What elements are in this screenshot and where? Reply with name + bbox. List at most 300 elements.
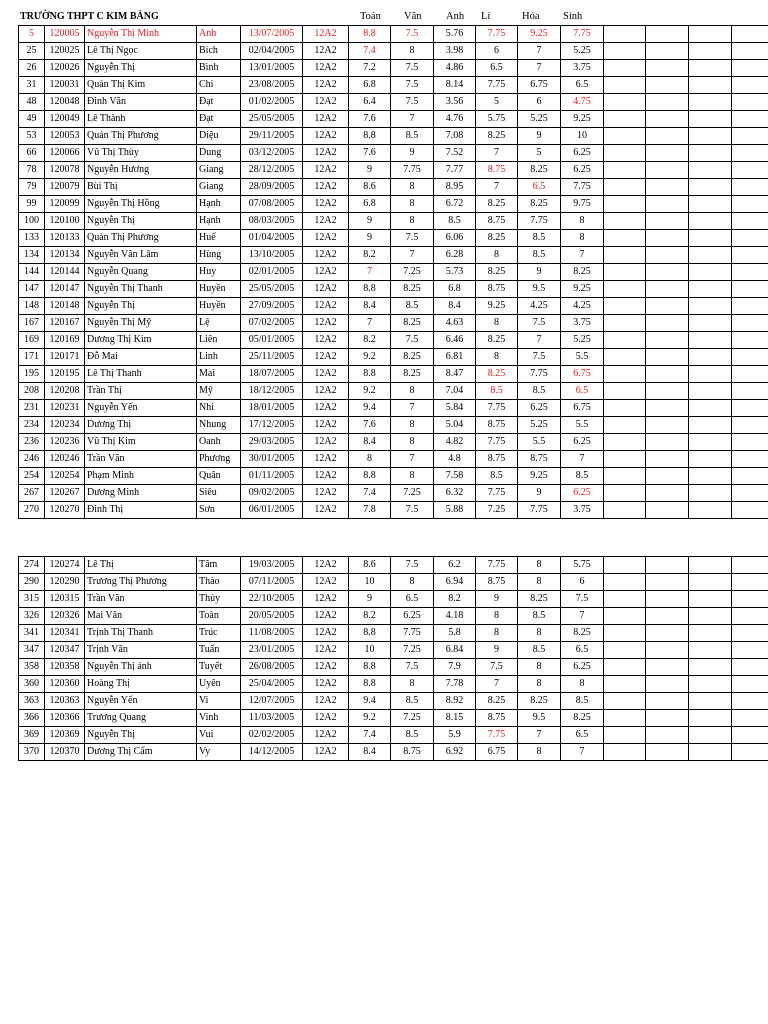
cell-ho: Nguyễn Thị Hồng bbox=[85, 196, 197, 213]
empty-cell bbox=[689, 247, 732, 264]
cell-lop: 12A2 bbox=[303, 77, 349, 94]
cell-toan: 9.4 bbox=[349, 693, 391, 710]
cell-stt: 363 bbox=[19, 693, 45, 710]
cell-anh: 8.95 bbox=[434, 179, 476, 196]
scores-table-2 bbox=[18, 556, 768, 761]
col-header-li: Lí bbox=[481, 11, 491, 22]
cell-ten: Tuấn bbox=[197, 642, 241, 659]
cell-lop: 12A2 bbox=[303, 710, 349, 727]
cell-li: 8.5 bbox=[476, 383, 518, 400]
cell-anh: 7.08 bbox=[434, 128, 476, 145]
cell-dob: 20/05/2005 bbox=[241, 608, 303, 625]
empty-cell bbox=[732, 383, 768, 400]
empty-cell bbox=[732, 196, 768, 213]
cell-stt: 234 bbox=[19, 417, 45, 434]
cell-stt: 171 bbox=[19, 349, 45, 366]
cell-van: 7.25 bbox=[391, 485, 434, 502]
table-row bbox=[19, 77, 768, 94]
cell-sinh: 5.5 bbox=[561, 349, 604, 366]
cell-toan: 10 bbox=[349, 574, 391, 591]
cell-van: 8.5 bbox=[391, 128, 434, 145]
cell-van: 7 bbox=[391, 400, 434, 417]
empty-cell bbox=[604, 196, 646, 213]
cell-sinh: 8.25 bbox=[561, 264, 604, 281]
cell-hoa: 8 bbox=[518, 557, 561, 574]
table-row bbox=[19, 676, 768, 693]
cell-li: 5 bbox=[476, 94, 518, 111]
cell-toan: 8.2 bbox=[349, 608, 391, 625]
empty-cell bbox=[689, 557, 732, 574]
table-row bbox=[19, 213, 768, 230]
cell-li: 8 bbox=[476, 608, 518, 625]
cell-lop: 12A2 bbox=[303, 366, 349, 383]
table-row bbox=[19, 94, 768, 111]
cell-stt: 274 bbox=[19, 557, 45, 574]
empty-cell bbox=[604, 625, 646, 642]
empty-cell bbox=[689, 77, 732, 94]
cell-hoa: 7.75 bbox=[518, 213, 561, 230]
cell-dob: 27/09/2005 bbox=[241, 298, 303, 315]
cell-dob: 29/11/2005 bbox=[241, 128, 303, 145]
cell-stt: 369 bbox=[19, 727, 45, 744]
cell-stt: 66 bbox=[19, 145, 45, 162]
table-row bbox=[19, 43, 768, 60]
cell-anh: 3.98 bbox=[434, 43, 476, 60]
cell-ten: Bình bbox=[197, 60, 241, 77]
empty-cell bbox=[646, 400, 689, 417]
cell-li: 9.25 bbox=[476, 298, 518, 315]
empty-cell bbox=[689, 710, 732, 727]
cell-ten: Đạt bbox=[197, 94, 241, 111]
cell-li: 7 bbox=[476, 145, 518, 162]
cell-ten: Dung bbox=[197, 145, 241, 162]
cell-stt: 254 bbox=[19, 468, 45, 485]
empty-cell bbox=[604, 94, 646, 111]
cell-toan: 9 bbox=[349, 162, 391, 179]
cell-lop: 12A2 bbox=[303, 557, 349, 574]
empty-cell bbox=[732, 625, 768, 642]
table-row bbox=[19, 128, 768, 145]
cell-van: 7.5 bbox=[391, 77, 434, 94]
cell-ho: Nguyễn Văn Lâm bbox=[85, 247, 197, 264]
cell-ho: Bùi Thị bbox=[85, 179, 197, 196]
cell-van: 7.25 bbox=[391, 264, 434, 281]
empty-cell bbox=[646, 659, 689, 676]
cell-hoa: 6.75 bbox=[518, 77, 561, 94]
cell-toan: 7.2 bbox=[349, 60, 391, 77]
cell-anh: 4.18 bbox=[434, 608, 476, 625]
empty-cell bbox=[646, 247, 689, 264]
cell-ho: Đinh Văn bbox=[85, 94, 197, 111]
cell-ten: Lệ bbox=[197, 315, 241, 332]
cell-anh: 6.84 bbox=[434, 642, 476, 659]
cell-ten: Uyên bbox=[197, 676, 241, 693]
cell-code: 120360 bbox=[45, 676, 85, 693]
cell-anh: 3.56 bbox=[434, 94, 476, 111]
cell-li: 8.25 bbox=[476, 264, 518, 281]
cell-ten: Huy bbox=[197, 264, 241, 281]
cell-van: 8.75 bbox=[391, 744, 434, 761]
table-row bbox=[19, 485, 768, 502]
empty-cell bbox=[689, 591, 732, 608]
cell-ho: Nguyễn Hương bbox=[85, 162, 197, 179]
cell-sinh: 8.5 bbox=[561, 693, 604, 710]
cell-stt: 315 bbox=[19, 591, 45, 608]
empty-cell bbox=[732, 230, 768, 247]
empty-cell bbox=[689, 179, 732, 196]
cell-hoa: 9.5 bbox=[518, 281, 561, 298]
cell-code: 120079 bbox=[45, 179, 85, 196]
cell-toan: 8.8 bbox=[349, 659, 391, 676]
cell-ho: Vũ Thị Kim bbox=[85, 434, 197, 451]
cell-code: 120290 bbox=[45, 574, 85, 591]
cell-van: 7.5 bbox=[391, 94, 434, 111]
empty-cell bbox=[646, 77, 689, 94]
cell-hoa: 8 bbox=[518, 659, 561, 676]
cell-code: 120148 bbox=[45, 298, 85, 315]
cell-toan: 7 bbox=[349, 315, 391, 332]
cell-anh: 5.04 bbox=[434, 417, 476, 434]
empty-cell bbox=[689, 349, 732, 366]
empty-cell bbox=[732, 162, 768, 179]
cell-li: 9 bbox=[476, 642, 518, 659]
cell-hoa: 4.25 bbox=[518, 298, 561, 315]
cell-stt: 53 bbox=[19, 128, 45, 145]
cell-code: 120246 bbox=[45, 451, 85, 468]
cell-li: 7.25 bbox=[476, 502, 518, 519]
cell-hoa: 7 bbox=[518, 43, 561, 60]
empty-cell bbox=[732, 693, 768, 710]
empty-cell bbox=[689, 659, 732, 676]
cell-van: 8.25 bbox=[391, 366, 434, 383]
empty-cell bbox=[604, 111, 646, 128]
cell-anh: 7.04 bbox=[434, 383, 476, 400]
scores-table-1 bbox=[18, 25, 768, 519]
empty-cell bbox=[604, 659, 646, 676]
cell-stt: 79 bbox=[19, 179, 45, 196]
cell-toan: 9.4 bbox=[349, 400, 391, 417]
cell-van: 8 bbox=[391, 574, 434, 591]
cell-dob: 30/01/2005 bbox=[241, 451, 303, 468]
cell-li: 8.75 bbox=[476, 281, 518, 298]
cell-hoa: 8 bbox=[518, 744, 561, 761]
empty-cell bbox=[732, 26, 768, 43]
empty-cell bbox=[646, 642, 689, 659]
cell-li: 8.75 bbox=[476, 574, 518, 591]
cell-dob: 06/01/2005 bbox=[241, 502, 303, 519]
table-row bbox=[19, 196, 768, 213]
cell-anh: 6.81 bbox=[434, 349, 476, 366]
cell-ten: Hạnh bbox=[197, 196, 241, 213]
cell-li: 7.75 bbox=[476, 557, 518, 574]
empty-cell bbox=[604, 676, 646, 693]
cell-code: 120358 bbox=[45, 659, 85, 676]
cell-sinh: 6.25 bbox=[561, 434, 604, 451]
cell-hoa: 8.25 bbox=[518, 162, 561, 179]
cell-anh: 6.72 bbox=[434, 196, 476, 213]
cell-hoa: 8.5 bbox=[518, 230, 561, 247]
cell-sinh: 9.75 bbox=[561, 196, 604, 213]
empty-cell bbox=[689, 26, 732, 43]
table-row bbox=[19, 451, 768, 468]
cell-lop: 12A2 bbox=[303, 451, 349, 468]
cell-anh: 6.94 bbox=[434, 574, 476, 591]
empty-cell bbox=[604, 727, 646, 744]
cell-stt: 290 bbox=[19, 574, 45, 591]
cell-ho: Trương Quang bbox=[85, 710, 197, 727]
cell-sinh: 6.5 bbox=[561, 727, 604, 744]
empty-cell bbox=[732, 400, 768, 417]
empty-cell bbox=[604, 332, 646, 349]
empty-cell bbox=[604, 434, 646, 451]
empty-cell bbox=[646, 298, 689, 315]
table-row bbox=[19, 179, 768, 196]
cell-hoa: 8.25 bbox=[518, 196, 561, 213]
cell-stt: 144 bbox=[19, 264, 45, 281]
cell-ten: Diệu bbox=[197, 128, 241, 145]
cell-van: 8 bbox=[391, 434, 434, 451]
cell-dob: 18/01/2005 bbox=[241, 400, 303, 417]
cell-van: 8.5 bbox=[391, 727, 434, 744]
cell-lop: 12A2 bbox=[303, 60, 349, 77]
empty-cell bbox=[646, 727, 689, 744]
table-row bbox=[19, 642, 768, 659]
cell-dob: 01/04/2005 bbox=[241, 230, 303, 247]
cell-sinh: 9.25 bbox=[561, 281, 604, 298]
empty-cell bbox=[732, 557, 768, 574]
cell-hoa: 6.25 bbox=[518, 400, 561, 417]
cell-anh: 7.77 bbox=[434, 162, 476, 179]
cell-toan: 7.6 bbox=[349, 417, 391, 434]
empty-cell bbox=[646, 676, 689, 693]
cell-lop: 12A2 bbox=[303, 676, 349, 693]
cell-lop: 12A2 bbox=[303, 574, 349, 591]
cell-stt: 341 bbox=[19, 625, 45, 642]
cell-li: 8.75 bbox=[476, 213, 518, 230]
cell-ho: Lê Thị Thanh bbox=[85, 366, 197, 383]
cell-anh: 4.76 bbox=[434, 111, 476, 128]
empty-cell bbox=[689, 60, 732, 77]
col-header-van: Văn bbox=[404, 11, 422, 22]
cell-van: 8 bbox=[391, 43, 434, 60]
cell-van: 7.5 bbox=[391, 502, 434, 519]
empty-cell bbox=[646, 383, 689, 400]
cell-code: 120236 bbox=[45, 434, 85, 451]
cell-ten: Thảo bbox=[197, 574, 241, 591]
cell-anh: 6.8 bbox=[434, 281, 476, 298]
empty-cell bbox=[604, 60, 646, 77]
cell-ho: Quản Thị Kim bbox=[85, 77, 197, 94]
cell-lop: 12A2 bbox=[303, 213, 349, 230]
cell-code: 120025 bbox=[45, 43, 85, 60]
empty-cell bbox=[604, 77, 646, 94]
cell-toan: 9 bbox=[349, 213, 391, 230]
cell-ten: Chi bbox=[197, 77, 241, 94]
empty-cell bbox=[646, 744, 689, 761]
cell-ho: Trần Văn bbox=[85, 451, 197, 468]
cell-stt: 134 bbox=[19, 247, 45, 264]
empty-cell bbox=[646, 557, 689, 574]
cell-van: 7.5 bbox=[391, 557, 434, 574]
cell-toan: 8.6 bbox=[349, 179, 391, 196]
empty-cell bbox=[646, 591, 689, 608]
cell-code: 120171 bbox=[45, 349, 85, 366]
cell-stt: 370 bbox=[19, 744, 45, 761]
empty-cell bbox=[646, 179, 689, 196]
cell-stt: 270 bbox=[19, 502, 45, 519]
cell-code: 120234 bbox=[45, 417, 85, 434]
cell-sinh: 5.75 bbox=[561, 557, 604, 574]
cell-stt: 208 bbox=[19, 383, 45, 400]
empty-cell bbox=[732, 468, 768, 485]
cell-stt: 195 bbox=[19, 366, 45, 383]
cell-van: 8 bbox=[391, 383, 434, 400]
cell-toan: 8.8 bbox=[349, 26, 391, 43]
empty-cell bbox=[646, 128, 689, 145]
empty-cell bbox=[604, 383, 646, 400]
cell-toan: 7.4 bbox=[349, 43, 391, 60]
cell-hoa: 9 bbox=[518, 485, 561, 502]
school-name: TRƯỜNG THPT C KIM BẢNG bbox=[20, 11, 159, 22]
empty-cell bbox=[689, 502, 732, 519]
empty-cell bbox=[604, 128, 646, 145]
table-row bbox=[19, 26, 768, 43]
cell-ten: Thủy bbox=[197, 591, 241, 608]
cell-stt: 231 bbox=[19, 400, 45, 417]
cell-li: 8 bbox=[476, 247, 518, 264]
table-row bbox=[19, 400, 768, 417]
cell-code: 120231 bbox=[45, 400, 85, 417]
table-row bbox=[19, 710, 768, 727]
cell-ten: Huyền bbox=[197, 281, 241, 298]
cell-van: 8 bbox=[391, 676, 434, 693]
cell-sinh: 8.5 bbox=[561, 468, 604, 485]
empty-cell bbox=[604, 366, 646, 383]
cell-lop: 12A2 bbox=[303, 128, 349, 145]
cell-code: 120049 bbox=[45, 111, 85, 128]
cell-sinh: 7 bbox=[561, 451, 604, 468]
empty-cell bbox=[732, 591, 768, 608]
cell-anh: 7.52 bbox=[434, 145, 476, 162]
cell-ten: Linh bbox=[197, 349, 241, 366]
empty-cell bbox=[689, 111, 732, 128]
cell-code: 120100 bbox=[45, 213, 85, 230]
empty-cell bbox=[732, 642, 768, 659]
cell-dob: 03/12/2005 bbox=[241, 145, 303, 162]
cell-hoa: 9 bbox=[518, 128, 561, 145]
cell-toan: 8.8 bbox=[349, 366, 391, 383]
empty-cell bbox=[604, 315, 646, 332]
empty-cell bbox=[732, 281, 768, 298]
cell-lop: 12A2 bbox=[303, 468, 349, 485]
cell-van: 7.5 bbox=[391, 230, 434, 247]
cell-stt: 49 bbox=[19, 111, 45, 128]
cell-van: 6.25 bbox=[391, 608, 434, 625]
cell-hoa: 9.25 bbox=[518, 468, 561, 485]
cell-li: 9 bbox=[476, 591, 518, 608]
cell-ho: Hoàng Thị bbox=[85, 676, 197, 693]
cell-lop: 12A2 bbox=[303, 264, 349, 281]
cell-ho: Trịnh Thị Thanh bbox=[85, 625, 197, 642]
cell-dob: 07/02/2005 bbox=[241, 315, 303, 332]
cell-van: 7.75 bbox=[391, 625, 434, 642]
cell-anh: 8.14 bbox=[434, 77, 476, 94]
empty-cell bbox=[732, 111, 768, 128]
empty-cell bbox=[646, 502, 689, 519]
cell-dob: 08/03/2005 bbox=[241, 213, 303, 230]
empty-cell bbox=[732, 349, 768, 366]
cell-code: 120370 bbox=[45, 744, 85, 761]
empty-cell bbox=[689, 485, 732, 502]
empty-cell bbox=[732, 417, 768, 434]
empty-cell bbox=[732, 264, 768, 281]
cell-lop: 12A2 bbox=[303, 43, 349, 60]
cell-li: 8.75 bbox=[476, 417, 518, 434]
cell-dob: 18/12/2005 bbox=[241, 383, 303, 400]
cell-ho: Nguyễn Thị bbox=[85, 727, 197, 744]
cell-dob: 13/01/2005 bbox=[241, 60, 303, 77]
cell-hoa: 8.5 bbox=[518, 383, 561, 400]
cell-anh: 7.9 bbox=[434, 659, 476, 676]
cell-ten: Hùng bbox=[197, 247, 241, 264]
cell-hoa: 7 bbox=[518, 727, 561, 744]
cell-li: 8.75 bbox=[476, 710, 518, 727]
cell-ten: Đạt bbox=[197, 111, 241, 128]
empty-cell bbox=[604, 281, 646, 298]
empty-cell bbox=[604, 247, 646, 264]
empty-cell bbox=[689, 196, 732, 213]
cell-code: 120363 bbox=[45, 693, 85, 710]
cell-sinh: 5.25 bbox=[561, 43, 604, 60]
cell-anh: 5.76 bbox=[434, 26, 476, 43]
cell-hoa: 8.25 bbox=[518, 591, 561, 608]
cell-sinh: 6.5 bbox=[561, 383, 604, 400]
cell-li: 7 bbox=[476, 179, 518, 196]
cell-li: 8 bbox=[476, 315, 518, 332]
cell-sinh: 8 bbox=[561, 676, 604, 693]
cell-ten: Giang bbox=[197, 179, 241, 196]
empty-cell bbox=[732, 332, 768, 349]
empty-cell bbox=[604, 298, 646, 315]
empty-cell bbox=[604, 349, 646, 366]
cell-li: 7 bbox=[476, 676, 518, 693]
cell-ho: Đỗ Mai bbox=[85, 349, 197, 366]
empty-cell bbox=[646, 315, 689, 332]
cell-van: 8.25 bbox=[391, 315, 434, 332]
cell-hoa: 7.5 bbox=[518, 349, 561, 366]
cell-sinh: 8 bbox=[561, 213, 604, 230]
cell-code: 120066 bbox=[45, 145, 85, 162]
cell-van: 8 bbox=[391, 196, 434, 213]
cell-toan: 8.4 bbox=[349, 434, 391, 451]
cell-sinh: 6.5 bbox=[561, 77, 604, 94]
cell-sinh: 6 bbox=[561, 574, 604, 591]
cell-code: 120144 bbox=[45, 264, 85, 281]
cell-toan: 7.8 bbox=[349, 502, 391, 519]
cell-toan: 6.4 bbox=[349, 94, 391, 111]
cell-lop: 12A2 bbox=[303, 281, 349, 298]
cell-toan: 9.2 bbox=[349, 383, 391, 400]
cell-ten: Oanh bbox=[197, 434, 241, 451]
cell-code: 120099 bbox=[45, 196, 85, 213]
empty-cell bbox=[646, 264, 689, 281]
cell-code: 120026 bbox=[45, 60, 85, 77]
cell-ho: Nguyễn Thị ánh bbox=[85, 659, 197, 676]
cell-hoa: 9 bbox=[518, 264, 561, 281]
cell-anh: 4.63 bbox=[434, 315, 476, 332]
cell-ho: Trịnh Văn bbox=[85, 642, 197, 659]
cell-stt: 236 bbox=[19, 434, 45, 451]
